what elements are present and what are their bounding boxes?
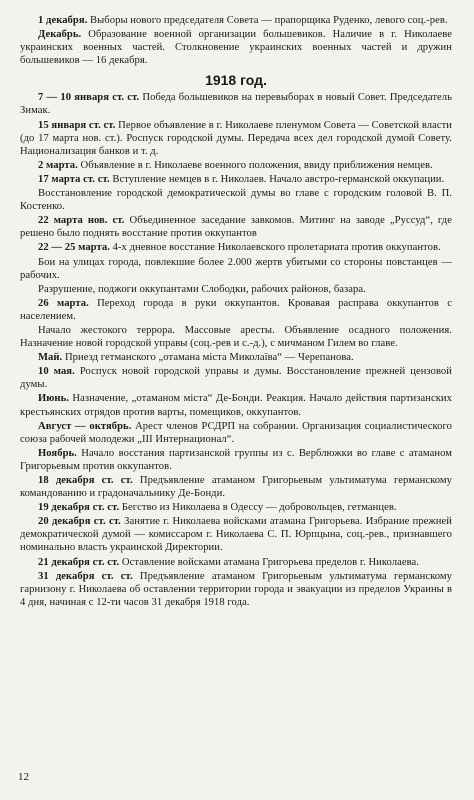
entry-text: Вступление немцев в г. Николаев. Начало австро-германской оккупации. xyxy=(109,173,445,185)
entry-date: 15 января ст. ст. xyxy=(38,119,116,131)
entry-1918-1 xyxy=(20,91,452,117)
entry-1918-5 xyxy=(20,187,452,213)
entry-date: 18 декабря ст. ст. xyxy=(38,475,133,486)
entry-text: Образование военной организации большевиков. Наличие в г. Николаеве украинских военных частей. Столкновение украинских военных частей и дружин большевиков — 16 декабря. xyxy=(20,29,452,67)
entry-text: Объединенное заседание завкомов. Митинг на заводе „Руссуд“, где решено было поднять восстание против оккупантов xyxy=(20,215,452,240)
entry-1918-3 xyxy=(20,159,452,172)
entry-text: Предъявление атаманом Григорьевым ультиматума германскому командованию и градоначальнику Де-Бонди. xyxy=(20,475,452,500)
entry-1918-19 xyxy=(20,515,452,554)
entry-1918-2 xyxy=(20,119,452,158)
entry-1918-9 xyxy=(20,283,452,296)
entry-text: 4-х дневное восстание Николаевского пролетариата против оккупантов. xyxy=(109,242,441,254)
entry-date: 22 — 25 марта. xyxy=(38,242,110,254)
entry-1918-7 xyxy=(20,241,452,254)
entry-1918-6 xyxy=(20,214,452,240)
entry-date: Май. xyxy=(38,352,63,364)
entry-text: Бегство из Николаева в Одессу — добровольцев, гетманцев. xyxy=(119,502,397,514)
entry-date: 1 декабря. xyxy=(38,15,88,26)
entry-text: Разрушение, поджоги оккупантами Слободки, рабочих районов, базара. xyxy=(38,283,366,295)
entry-text: Занятие г. Николаева войсками атамана Григорьева. Избрание прежней демократической думой — комиссаром г. Николаева С. П. Юрпцына, соц.-рев., признавшего номинально власть украинской Директории. xyxy=(20,516,452,554)
entry-date: Декабрь. xyxy=(38,29,82,41)
entry-1918-8 xyxy=(20,256,452,282)
entry-text: Объявление в г. Николаеве военного положения, ввиду приближения немцев. xyxy=(77,159,433,171)
entry-1918-13 xyxy=(20,365,452,391)
entry-text: Восстановление городской демократической думы во главе с городским головой В. П. Костенко. xyxy=(20,188,452,213)
entry-1917-1 xyxy=(20,14,452,27)
entry-date: 19 декабря ст. ст. xyxy=(38,502,120,514)
entry-1918-11 xyxy=(20,324,452,350)
entry-text: Роспуск новой городской управы и думы. Восстановление прежней цензовой думы. xyxy=(20,366,452,391)
entry-date: 26 марта. xyxy=(38,297,89,309)
entry-text: Выборы нового председателя Совета — прапорщика Руденко, левого соц.-рев. xyxy=(87,15,448,26)
entry-date: 7 — 10 января ст. ст. xyxy=(38,92,140,104)
entry-date: 17 марта ст. ст. xyxy=(38,173,110,185)
entry-1918-20 xyxy=(20,556,452,569)
entry-text: Начало жестокого террора. Массовые аресты. Объявление осадного положения. Назначение новой городской управы (соц.-рев и с.-д.), с мичманом Гилем во главе. xyxy=(20,324,452,350)
entry-date: 22 марта нов. ст. xyxy=(38,215,125,227)
entry-1918-18 xyxy=(20,501,452,514)
entry-1918-14 xyxy=(20,392,452,418)
entry-1918-15 xyxy=(20,420,452,446)
entry-text: Начало восстания партизанской группы из с. Верблюжки во главе с атаманом Григорьевым против оккупантов. xyxy=(20,447,452,472)
year-heading: 1918 год. xyxy=(205,72,267,89)
entry-date: 21 декабря ст. ст. xyxy=(38,556,120,568)
entry-1918-10 xyxy=(20,297,452,323)
entry-text: Назначение, „отаманом міста“ Де-Бонди. Реакция. Начало действия партизанских крестьянских отрядов против варты, помещиков, оккупантов. xyxy=(20,393,452,418)
entry-1918-16 xyxy=(20,447,452,473)
entry-1918-21 xyxy=(20,570,452,609)
entry-date: 2 марта. xyxy=(38,159,78,171)
entry-1918-17 xyxy=(20,474,452,500)
entry-date: 20 декабря ст. ст. xyxy=(38,516,121,528)
entry-1917-2 xyxy=(20,28,452,67)
entry-1918-4 xyxy=(20,173,452,186)
entry-text: Первое объявление в г. Николаеве пленумом Совета — Советской власти (до 17 марта нов. ст.). Роспуск городской думы. Передача всех дел городской думой Совету. Национализация банков и т. д. xyxy=(20,119,452,157)
page-number: 12 xyxy=(18,771,29,783)
entry-text: Переход города в руки оккупантов. Кровавая расправа оккупантов с населением. xyxy=(20,297,452,322)
entry-text: Бои на улицах города, повлекшие более 2.000 жертв убитыми со стороны повстанцев — рабочих. xyxy=(20,256,452,281)
entry-date: Ноябрь. xyxy=(38,447,77,459)
entry-text: Арест членов РСДРП на собрании. Организация социалистического союза рабочей молодежи „III Интернационал“. xyxy=(20,420,452,445)
entry-text: Оставление войсками атамана Григорьева пределов г. Николаева. xyxy=(119,556,419,568)
entry-text: Приезд гетманского „отамана міста Миколаїва“ — Черепанова. xyxy=(62,352,354,364)
entry-date: 31 декабря ст. ст. xyxy=(38,570,133,582)
entry-text: Победа большевиков на перевыборах в новый Совет. Председатель Зимак. xyxy=(20,92,452,117)
entry-1918-12 xyxy=(20,351,452,364)
entry-text: Предъявление атаманом Григорьевым ультиматума германскому гарнизону г. Николаева об оставлении территории города и эвакуации из пределов Украины в 4 дня, начиная с 12-ти часов 31 декабря 1918 года. xyxy=(20,570,452,608)
entry-date: Август — октябрь. xyxy=(38,420,132,432)
entry-date: 10 мая. xyxy=(38,366,75,378)
entry-date: Июнь. xyxy=(38,393,69,405)
